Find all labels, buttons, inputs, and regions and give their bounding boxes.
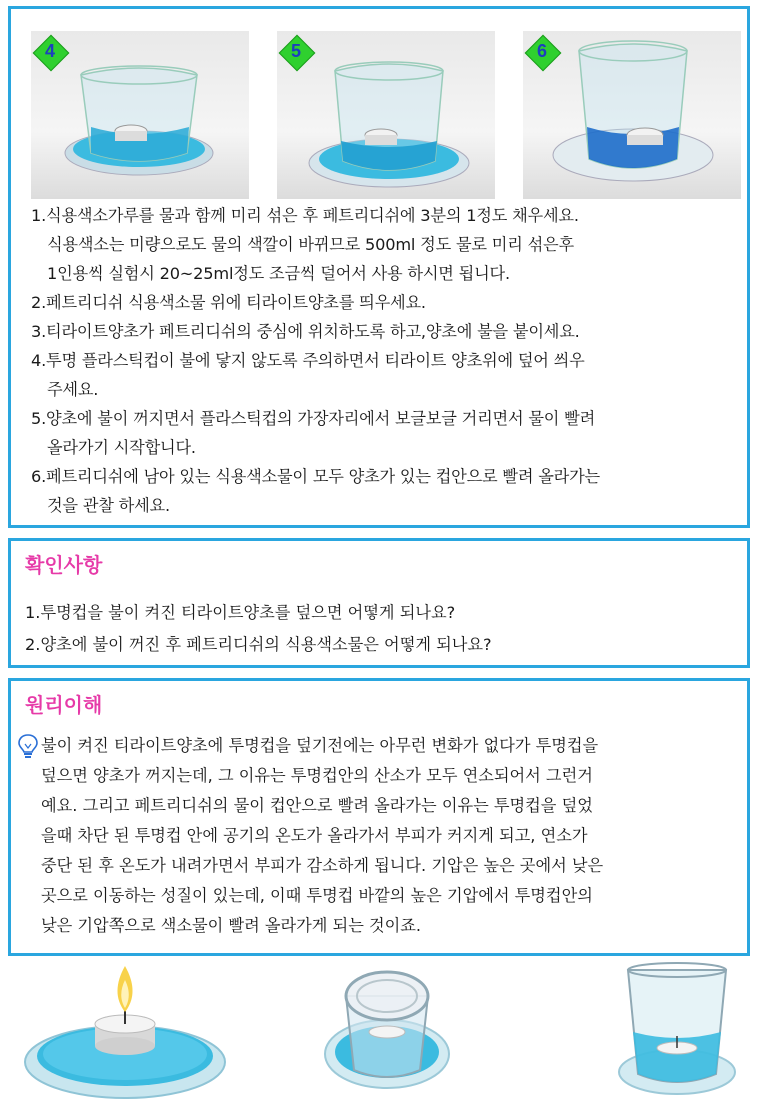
covered-candle-illustration — [612, 962, 742, 1102]
step-badge: 5 — [281, 37, 311, 67]
step-line: 5.양초에 불이 꺼지면서 플라스틱컵의 가장자리에서 보글보글 거리면서 물이 빨려 — [31, 409, 596, 428]
step-photo-5 — [277, 31, 495, 199]
step-line: 3.티라이트양초가 페트리디쉬의 중심에 위치하도록 하고,양초에 불을 붙이세요. — [31, 322, 580, 341]
check-question: 1.투명컵을 불이 켜진 티라이트양초를 덮으면 어떻게 되나요? — [25, 603, 456, 622]
check-box — [8, 538, 750, 668]
principle-line: 예요. 그리고 페트리디쉬의 물이 컵안으로 빨려 올라가는 이유는 투명컵을 덮었 — [41, 796, 593, 815]
principle-line: 불이 켜진 티라이트양초에 투명컵을 덮기전에는 아무런 변화가 없다가 투명컵을 — [41, 736, 599, 755]
principle-line: 덮으면 양초가 꺼지는데, 그 이유는 투명컵안의 산소가 모두 연소되어서 그런거 — [41, 766, 593, 785]
principle-line: 중단 된 후 온도가 내려가면서 부피가 감소하게 됩니다. 기압은 높은 곳에서 낮은 — [41, 856, 604, 875]
procedure-steps — [31, 201, 749, 520]
principle-line: 곳으로 이동하는 성질이 있는데, 이때 투명컵 바깥의 높은 기압에서 투명컵안의 — [41, 886, 593, 905]
step-badge: 6 — [527, 37, 557, 67]
step-line: 6.페트리디쉬에 남아 있는 식용색소물이 모두 양초가 있는 컵안으로 빨려 올라가는 — [31, 467, 600, 486]
check-heading: 확인사항 — [25, 553, 103, 577]
step-line: 식용색소는 미량으로도 물의 색깔이 바뀌므로 500ml 정도 물로 미리 섞은후 — [47, 235, 574, 254]
step-badge: 4 — [35, 37, 65, 67]
step-line: 2.페트리디쉬 식용색소물 위에 티라이트양초를 띄우세요. — [31, 293, 426, 312]
step-line: 주세요. — [47, 380, 99, 399]
cup-top-view-illustration — [322, 962, 452, 1102]
step-photo-6 — [523, 31, 741, 199]
check-question: 2.양초에 불이 꺼진 후 페트리디쉬의 식용색소물은 어떻게 되나요? — [25, 635, 492, 654]
principle-heading: 원리이해 — [25, 693, 103, 717]
principle-text — [41, 731, 747, 941]
step-line: 1.식용색소가루를 물과 함께 미리 섞은 후 페트리디쉬에 3분의 1정도 채우세요. — [31, 206, 579, 225]
procedure-box — [8, 6, 750, 528]
principle-line: 을때 차단 된 투명컵 안에 공기의 온도가 올라가서 부피가 커지게 되고, 연소가 — [41, 826, 588, 845]
principle-box — [8, 678, 750, 956]
step-photo-4 — [31, 31, 249, 199]
principle-line: 낮은 기압쪽으로 색소물이 빨려 올라가게 되는 것이죠. — [41, 916, 422, 935]
step-line: 4.투명 플라스틱컵이 불에 닿지 않도록 주의하면서 티라이트 양초위에 덮어 씌우 — [31, 351, 585, 370]
lit-candle-illustration — [20, 962, 230, 1102]
lightbulb-icon — [17, 733, 39, 759]
step-line: 올라가기 시작합니다. — [47, 438, 196, 457]
step-line: 1인용씩 실험시 20~25ml정도 조금씩 덜어서 사용 하시면 됩니다. — [47, 264, 510, 283]
step-line: 것을 관찰 하세요. — [47, 496, 170, 515]
